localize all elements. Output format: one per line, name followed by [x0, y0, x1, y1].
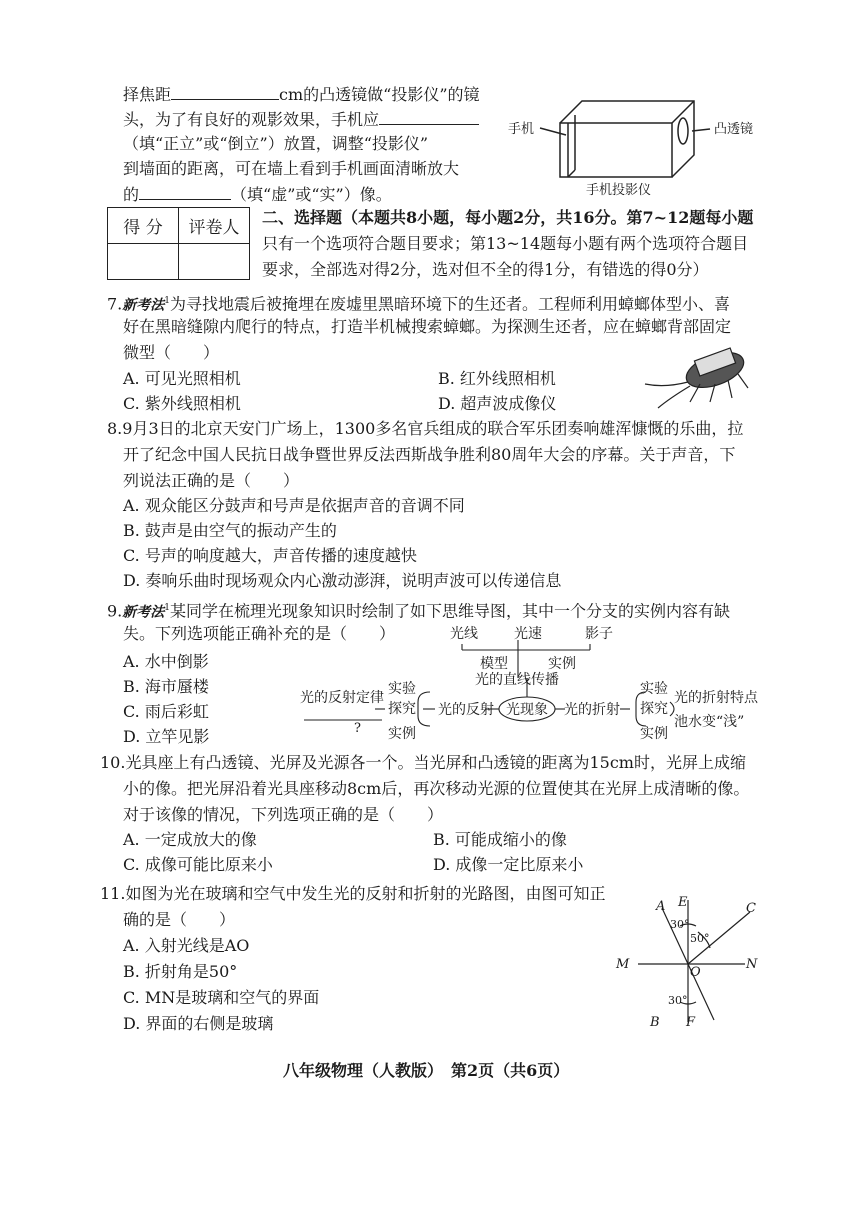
q7-line3: 微型（ ） — [123, 343, 220, 362]
q-top-line5: 的 （填“虚”或“实”）像。 — [123, 185, 392, 204]
map-node-pool-shallow: 池水变“浅” — [674, 714, 745, 730]
point-c: C — [746, 901, 756, 916]
q11-option-c[interactable]: C. MN是玻璃和空气的界面 — [123, 988, 320, 1007]
q10-option-b[interactable]: B. 可能成缩小的像 — [433, 830, 567, 849]
q9-line1: 9.新考法$^1$某同学在梳理光现象知识时绘制了如下思维导图，其中一个分支的实例内容有缺 — [107, 601, 731, 621]
q7-option-a[interactable]: A. 可见光照相机 — [123, 369, 241, 388]
q-top-line3: （填“正立”或“倒立”）放置，调整“投影仪” — [123, 134, 429, 153]
section-instructions-3: 要求，全部选对得2分，选对但不全的得1分，有错选的得0分） — [262, 260, 709, 279]
point-b: B — [650, 1015, 660, 1030]
q11-line1: 11.如图为光在玻璃和空气中发生光的反射和折射的光路图，由图可知正 — [100, 884, 606, 903]
point-m: M — [616, 957, 630, 972]
point-a: A — [656, 899, 666, 914]
q8-option-b[interactable]: B. 鼓声是由空气的振动产生的 — [123, 521, 337, 540]
q11-option-d[interactable]: D. 界面的右侧是玻璃 — [123, 1014, 274, 1033]
grader-header: 评卷人 — [179, 208, 250, 244]
map-node-experiment-right: 实验 — [640, 681, 668, 697]
robot-cockroach-image — [640, 340, 755, 410]
angle-label-2: 50° — [690, 932, 710, 945]
light-phenomena-mind-map — [290, 620, 790, 745]
q7-line2: 好在黑暗缝隙内爬行的特点，打造半机械搜索蟑螂。为探测生还者，应在蟑螂背部固定 — [123, 317, 732, 336]
q8-line1: 8.9月3日的北京天安门广场上，1300多名官兵组成的联合军乐团奏响雄浑慷慨的乐曲，拉 — [107, 419, 744, 438]
map-node-speed: 光速 — [514, 626, 542, 642]
q9-option-b[interactable]: B. 海市蜃楼 — [123, 677, 209, 696]
map-node-straight-propagation: 光的直线传播 — [475, 672, 559, 688]
q7-option-d[interactable]: D. 超声波成像仪 — [438, 394, 557, 413]
q7-line1: 7.新考法$^1$为寻找地震后被掩埋在废墟里黑暗环境下的生还者。工程师利用蟑螂体型小、喜 — [107, 294, 731, 314]
page-footer: 八年级物理（人教版） 第2页（共6页） — [283, 1061, 570, 1080]
map-node-reflection-law: 光的反射定律 — [300, 690, 384, 706]
map-node-refraction: 光的折射 — [564, 702, 620, 718]
map-node-example-right: 实例 — [640, 726, 668, 742]
label-phone: 手机 — [508, 122, 535, 137]
answer-blank[interactable] — [139, 183, 231, 200]
q9-line2: 失。下列选项能正确补充的是（ ） — [123, 624, 396, 643]
q10-line3: 对于该像的情况，下列选项正确的是（ ） — [123, 805, 444, 824]
q11-option-b[interactable]: B. 折射角是50° — [123, 962, 238, 981]
map-node-model: 模型 — [480, 656, 508, 672]
map-node-ray: 光线 — [450, 626, 478, 642]
q8-line3: 列说法正确的是（ ） — [123, 471, 300, 490]
new-method-badge: 新考法 — [122, 297, 165, 314]
label-convex-lens: 凸透镜 — [714, 122, 754, 137]
section-instructions-2: 只有一个选项符合题目要求；第13~14题每小题有两个选项符合题目 — [262, 234, 749, 253]
map-node-shadow: 影子 — [585, 626, 613, 642]
q10-option-c[interactable]: C. 成像可能比原来小 — [123, 855, 273, 874]
score-header: 得 分 — [108, 208, 179, 244]
q7-option-c[interactable]: C. 紫外线照相机 — [123, 394, 241, 413]
score-table — [107, 207, 250, 280]
q10-line1: 10.光具座上有凸透镜、光屏及光源各一个。当光屏和凸透镜的距离为15cm时，光屏上成缩 — [100, 753, 746, 772]
q9-option-a[interactable]: A. 水中倒影 — [123, 652, 209, 671]
new-method-badge: 新考法 — [122, 604, 165, 621]
q10-option-d[interactable]: D. 成像一定比原来小 — [433, 855, 584, 874]
section-heading: 二、选择题（本题共8小题，每小题2分，共16分。第7~12题每小题 — [262, 208, 754, 227]
point-e: E — [678, 895, 688, 910]
light-path-diagram — [610, 892, 770, 1032]
q8-option-a[interactable]: A. 观众能区分鼓声和号声是依据声音的音调不同 — [123, 496, 465, 515]
q9-option-d[interactable]: D. 立竿见影 — [123, 727, 210, 746]
q8-option-c[interactable]: C. 号声的响度越大，声音传播的速度越快 — [123, 546, 417, 565]
map-node-center: 光现象 — [506, 702, 548, 718]
map-node-unknown: ? — [354, 721, 361, 736]
answer-blank[interactable] — [379, 108, 479, 125]
map-node-explore-right: 探究 — [640, 701, 668, 717]
q7-option-b[interactable]: B. 红外线照相机 — [438, 369, 556, 388]
q-top-line2: 头，为了有良好的观影效果，手机应 — [123, 108, 479, 131]
grader-cell[interactable] — [179, 244, 250, 280]
q11-line2: 确的是（ ） — [123, 910, 236, 929]
map-node-experiment-left: 实验 — [388, 681, 416, 697]
map-node-example-left: 实例 — [388, 726, 416, 742]
q11-option-a[interactable]: A. 入射光线是AO — [123, 936, 250, 955]
q10-option-a[interactable]: A. 一定成放大的像 — [123, 830, 257, 849]
figure-caption: 手机投影仪 — [586, 183, 652, 198]
q-top-line4: 到墙面的距离，可在墙上看到手机画面清晰放大 — [123, 159, 460, 178]
q9-option-c[interactable]: C. 雨后彩虹 — [123, 702, 209, 721]
phone-projector-figure — [500, 95, 770, 200]
angle-label-3: 30° — [668, 994, 688, 1007]
point-o: O — [690, 965, 701, 980]
angle-label-1: 30° — [670, 918, 690, 931]
map-node-reflection: 光的反射 — [438, 702, 494, 718]
q10-line2: 小的像。把光屏沿着光具座移动8cm后，再次移动光源的位置使其在光屏上成清晰的像。 — [123, 779, 750, 798]
point-f: F — [686, 1015, 696, 1030]
q8-option-d[interactable]: D. 奏响乐曲时现场观众内心激动澎湃，说明声波可以传递信息 — [123, 571, 562, 590]
q-top-line1: 择焦距 cm的凸透镜做“投影仪”的镜 — [123, 85, 480, 104]
map-node-example-top: 实例 — [548, 656, 576, 672]
map-node-refraction-feature: 光的折射特点 — [674, 690, 758, 706]
answer-blank[interactable] — [171, 83, 279, 100]
q8-line2: 开了纪念中国人民抗日战争暨世界反法西斯战争胜利80周年大会的序幕。关于声音，下 — [123, 445, 736, 464]
map-node-explore-left: 探究 — [388, 701, 416, 717]
score-cell[interactable] — [108, 244, 179, 280]
point-n: N — [746, 957, 758, 972]
